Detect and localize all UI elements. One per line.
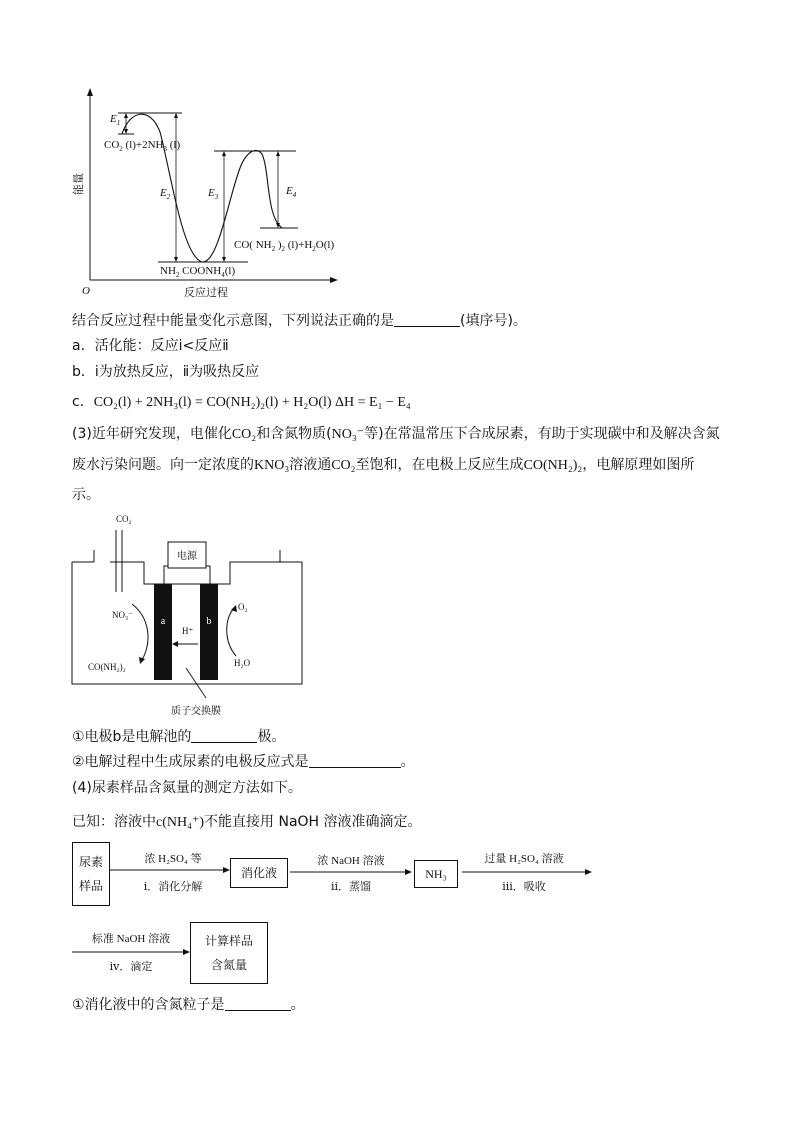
q3-line-3: 示。 (72, 487, 100, 503)
urea-label: CO(NH₂)₂ (88, 662, 126, 672)
q2-option-b: b．ⅰ为放热反应，ⅱ为吸热反应 (72, 364, 260, 380)
svg-text:E3: $E_3$ (208, 187, 219, 201)
flow-step4-process: ⅳ．滴定 (109, 961, 153, 973)
electrode-b (200, 584, 218, 680)
q3-line-1: (3)近年研究发现，电催化CO₂和含氮物质(NO₃⁻等)在常温常压下合成尿素，有助于实现碳中和及解决含氮 (72, 426, 720, 442)
answer-blank[interactable] (394, 312, 460, 327)
flow-box-urea-sample: 尿素 样品 (72, 842, 110, 906)
flow-arrow-1 (110, 866, 230, 874)
flow-step3-process: ⅲ．吸收 (502, 881, 546, 893)
origin-label: O (82, 285, 90, 297)
q3-sub-2: ②电解过程中生成尿素的电极反应式是 。 (72, 754, 415, 770)
flow-arrow-4 (72, 948, 190, 956)
water-label: H₂O (234, 658, 251, 668)
flow-box-calculate: 计算样品 含氮量 (190, 922, 268, 984)
electrolysis-cell-diagram (66, 510, 310, 722)
y-axis-label: 能量 (73, 173, 85, 195)
q4-known: 已知：溶液中c(NH₄⁺)不能直接用 NaOH 溶液准确滴定。 (72, 814, 422, 830)
answer-blank[interactable] (225, 996, 291, 1011)
electrode-a (154, 584, 172, 680)
flow-step2-reagent: 浓 NaOH 溶液 (317, 855, 385, 867)
flow-step3-reagent: 过量 H₂SO₄ 溶液 (484, 853, 564, 865)
x-axis-arrow (330, 277, 338, 283)
q2-option-c: c．CO₂(l) + 2NH₃(l) = CO(NH₂)₂(l) + H₂O(l) ΔH = E₁ − E₄ (72, 394, 411, 410)
q4-sub-1: ①消化液中的含氮粒子是 。 (72, 997, 305, 1013)
q2-option-a: a．活化能：反应ⅰ<反应ⅱ (72, 338, 229, 354)
co2-inlet-label: CO₂ (116, 514, 132, 524)
svg-text:b: b (206, 616, 212, 627)
power-supply-label: 电源 (177, 551, 197, 562)
oxygen-label: O₂ (238, 602, 248, 612)
flow-arrow-3 (462, 868, 592, 876)
answer-blank[interactable] (309, 753, 401, 768)
q3-line-2: 废水污染问题。向一定浓度的KNO₃溶液通CO₂至饱和，在电极上反应生成CO(NH₂)₂，电解原理如图所 (72, 457, 695, 473)
reactants-label: $CO_2$ $(l)+2NH_3$ (l) (104, 139, 181, 153)
y-axis-arrow (87, 88, 93, 96)
flow-box-digest: 消化液 (230, 858, 288, 888)
svg-text:E2: $E_2$ (160, 187, 171, 201)
q3-sub-1: ①电极b是电解池的 极。 (72, 729, 286, 745)
svg-text:a: a (160, 616, 166, 627)
flow-arrow-2 (290, 868, 412, 876)
answer-blank[interactable] (191, 728, 257, 743)
flow-box-ammonia: NH₃ (414, 860, 458, 888)
x-axis-label: 反应过程 (184, 287, 228, 299)
products-label: CO( $NH_2$ )$_2$ $(l)+H_2O(l)$ (234, 239, 335, 253)
svg-text:E4: $E_4$ (286, 185, 297, 199)
q2-stem: 结合反应过程中能量变化示意图，下列说法正确的是 (填序号)。 (72, 313, 527, 329)
thermochemical-equation: CO₂(l) + 2NH₃(l) = CO(NH₂)₂(l) + H₂O(l) ΔH = E₁ − E₄ (93, 395, 411, 410)
svg-text:E1: $E_1$ (110, 113, 121, 127)
q4-title: (4)尿素样品含氮量的测定方法如下。 (72, 780, 302, 796)
proton-label: H⁺ (182, 626, 194, 636)
flow-step1-reagent: 浓 H₂SO₄ 等 (144, 853, 202, 865)
flow-step4-reagent: 标准 NaOH 溶液 (91, 933, 171, 945)
nitrate-label: NO₃⁻ (112, 610, 133, 620)
membrane-label: 质子交换膜 (171, 706, 221, 717)
intermediate-label: $NH_2$ $COONH_4(l)$ (160, 265, 236, 279)
flow-step2-process: ⅱ．蒸馏 (330, 881, 372, 893)
energy-diagram (70, 88, 340, 300)
flow-step1-process: ⅰ．消化分解 (143, 881, 203, 893)
